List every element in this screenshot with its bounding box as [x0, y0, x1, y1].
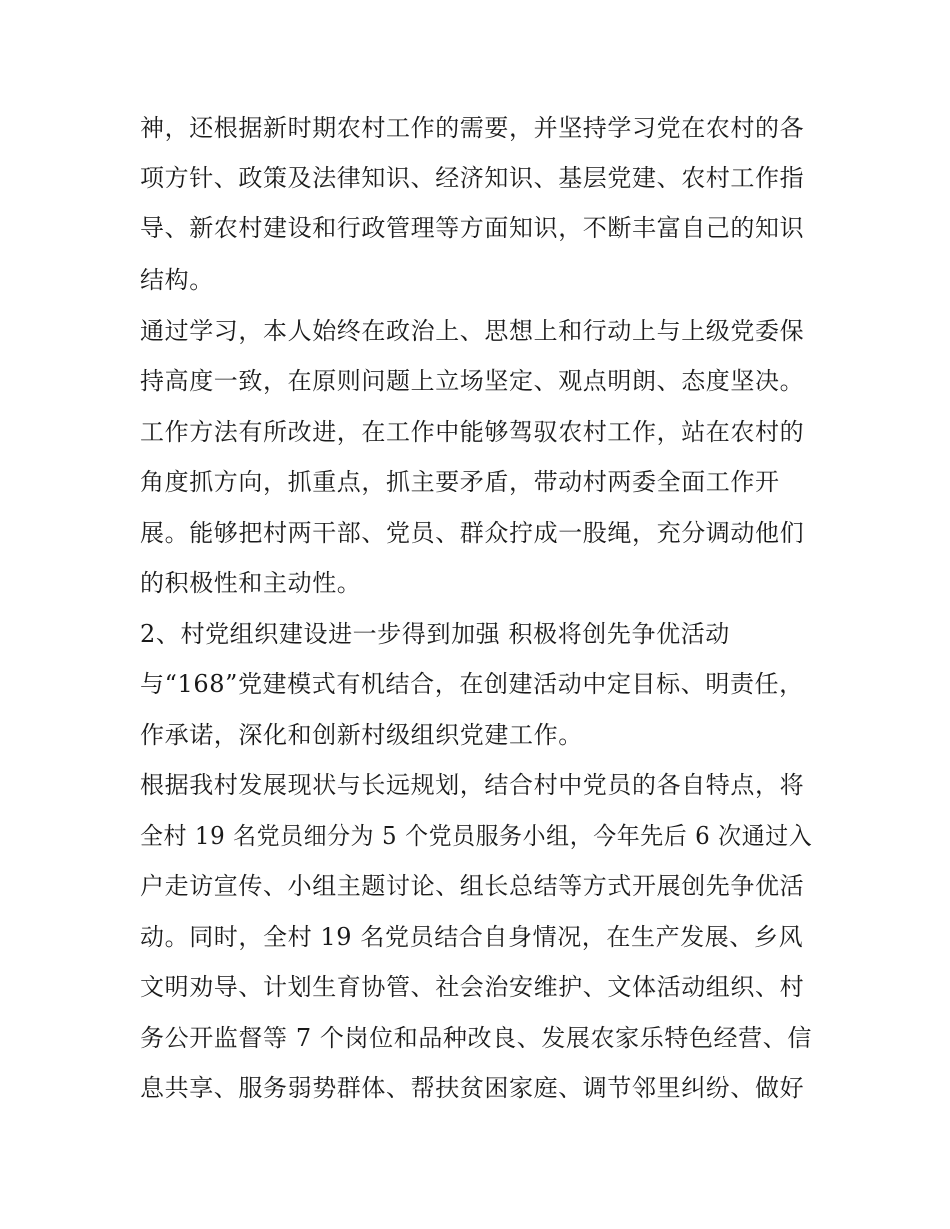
text-line: 户走访宣传、小组主题讨论、组长总结等方式开展创先争优活	[140, 872, 805, 900]
text-line: 文明劝导、计划生育协管、社会治安维护、文体活动组织、村	[140, 973, 805, 1001]
text-line: 根据我村发展现状与长远规划，结合村中党员的各自特点，将	[140, 771, 805, 799]
text-line: 与“168”党建模式有机结合，在创建活动中定目标、明责任，	[140, 670, 804, 698]
text-line: 结构。	[140, 266, 214, 294]
text-line: 导、新农村建设和行政管理等方面知识，不断丰富自己的知识	[140, 214, 805, 242]
text-line: 工作方法有所改进，在工作中能够驾驭农村工作，站在农村的	[140, 418, 805, 446]
text-line: 通过学习，本人始终在政治上、思想上和行动上与上级党委保	[140, 317, 805, 345]
text-line: 项方针、政策及法律知识、经济知识、基层党建、农村工作指	[140, 164, 805, 192]
text-line: 息共享、服务弱势群体、帮扶贫困家庭、调节邻里纠纷、做好	[140, 1074, 805, 1102]
section-heading: 2、村党组织建设进一步得到加强 积极将创先争优活动	[140, 620, 730, 648]
text-line: 务公开监督等 7 个岗位和品种改良、发展农家乐特色经营、信	[140, 1024, 812, 1052]
text-line: 动。同时，全村 19 名党员结合自身情况，在生产发展、乡风	[140, 923, 804, 951]
text-line: 持高度一致，在原则问题上立场坚定、观点明朗、态度坚决。	[140, 367, 805, 395]
text-line: 的积极性和主动性。	[140, 569, 362, 597]
text-line: 作承诺，深化和创新村级组织党建工作。	[140, 721, 583, 749]
text-line: 角度抓方向，抓重点，抓主要矛盾，带动村两委全面工作开	[140, 468, 780, 496]
text-line: 展。能够把村两干部、党员、群众拧成一股绳，充分调动他们	[140, 519, 805, 547]
text-line: 全村 19 名党员细分为 5 个党员服务小组，今年先后 6 次通过入	[140, 822, 813, 850]
text-line: 神，还根据新时期农村工作的需要，并坚持学习党在农村的各	[140, 114, 805, 142]
